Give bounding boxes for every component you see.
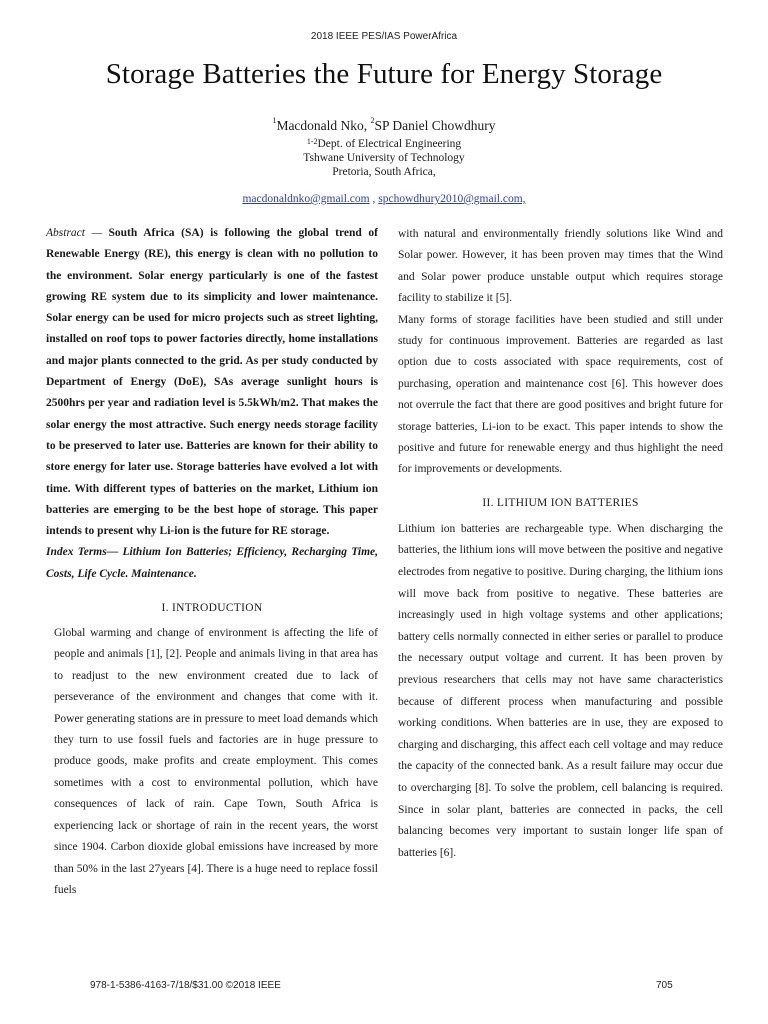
index-terms: Index Terms— Lithium Ion Batteries; Efficiency, Recharging Time, Costs, Life Cycle. Maintenance. (46, 546, 378, 580)
abstract-label: Abstract — (46, 227, 102, 239)
affiliation-block (0, 137, 768, 179)
author2-name: SP Daniel Chowdhury (374, 118, 496, 133)
affiliation-university: Tshwane University of Technology (303, 152, 465, 164)
author-line (0, 118, 768, 134)
lithium-ion-paragraph: Lithium ion batteries are rechargeable type. When discharging the batteries, the lithium ions will move between the positive and negative electrodes from negative to positive. During charging, the lithium ions will move back from positive to negative. These batteries are increasingly used in high voltage systems and other applications; battery cells normally connected in either series or parallel to produce the necessary output voltage and current. It has been proven by previous researchers that cells may not have same characteristics because of different process when manufacturing and possible working conditions. When batteries are in use, they are exposed to charging and discharging, this affect each cell voltage and may reduce the capacity of the connected bank. As a result failure may occur due to overcharging [8]. To solve the problem, cell balancing is required. Since in solar plant, batteries are connected in packs, the cell balancing becomes very important to sustain longer life span of batteries [6]. (398, 522, 723, 859)
footer-page-number: 705 (656, 980, 673, 991)
affiliation-location: Pretoria, South Africa, (332, 166, 436, 178)
abstract-text: South Africa (SA) is following the global trend of Renewable Energy (RE), this energy is clean with no pollution to the environment. Solar energy particularly is one of the fastest growing RE system due to its simplicity and lower maintenance. Solar energy can be used for micro projects such as street lighting, installed on roof tops to power factories directly, home installations and major plants connected to the grid. As per study conducted by Department of Energy (DoE), SAs average sunlight hours is 2500hrs per year and radiation level is 5.5kWh/m2. That makes the solar energy the most attractive. Such energy needs storage facility to be preserved to later use. Batteries are known for their ability to store energy for later use. Storage batteries have evolved a lot with time. With different types of batteries on the market, Lithium ion batteries are emerging to be the best hope of storage. This paper intends to present why Li-ion is the future for RE storage. (46, 227, 378, 538)
email-separator: , (369, 193, 379, 205)
left-column (46, 220, 378, 901)
footer-isbn: 978-1-5386-4163-7/18/$31.00 ©2018 IEEE (90, 980, 281, 991)
author2-email-link[interactable]: spchowdhury2010@gmail.com, (378, 193, 526, 205)
introduction-paragraph: Global warming and change of environment is affecting the life of people and animals [1], [2]. People and animals living in that area has to readjust to the new environment created due to lack of perseverance of the environment and changes that come with it. Power generating stations are in pressure to meet load demands which they turn to use fossil fuels and factories are in huge pressure to produce goods, make profits and create employment. This comes sometimes with a cost to environmental pollution, which have consequences of lack of rain. Cape Town, South Africa is experiencing lack or shortage of rain in the recent years, the worst since 1904. Carbon dioxide global emissions have increased by more than 50% in the last 27years [4]. There is a huge need to replace fossil fuels (54, 627, 378, 896)
affiliation-dept-text: Dept. of Electrical Engineering (317, 138, 462, 150)
section-heading-lithium-ion: II. LITHIUM ION BATTERIES (482, 496, 639, 509)
right-column (398, 220, 723, 864)
author1-name: Macdonald Nko, (276, 118, 371, 133)
author1-superscript: 1 (272, 116, 277, 125)
author2-superscript: 2 (370, 116, 375, 125)
section-heading-introduction: I. INTRODUCTION (161, 602, 263, 615)
paper-title: Storage Batteries the Future for Energy Storage (105, 58, 663, 90)
affiliation-dept (0, 137, 768, 151)
right-paragraph-storage: Many forms of storage facilities have been studied and still under study for continuous improvement. Batteries are regarded as last option due to costs associated with space requirements, cost of purchasing, operation and maintenance cost [6]. This however does not overrule the fact that there are good positives and bright future for storage batteries, Li-ion to be exact. This paper intends to show the positive and future for renewable energy and thus highlight the need for improvements or developments. (398, 313, 723, 476)
author1-email-link[interactable]: macdonaldnko@gmail.com (242, 193, 370, 205)
right-paragraph-continuation: with natural and environmentally friendly solutions like Wind and Solar power. However, it has been proven may times that the Wind and Solar power produce unstable output which requires storage facility to stabilize it [5]. (398, 228, 723, 305)
abstract-paragraph (46, 223, 378, 542)
affiliation-superscript: 1-2 (306, 137, 318, 146)
email-line (0, 193, 768, 205)
conference-header: 2018 IEEE PES/IAS PowerAfrica (310, 31, 458, 42)
